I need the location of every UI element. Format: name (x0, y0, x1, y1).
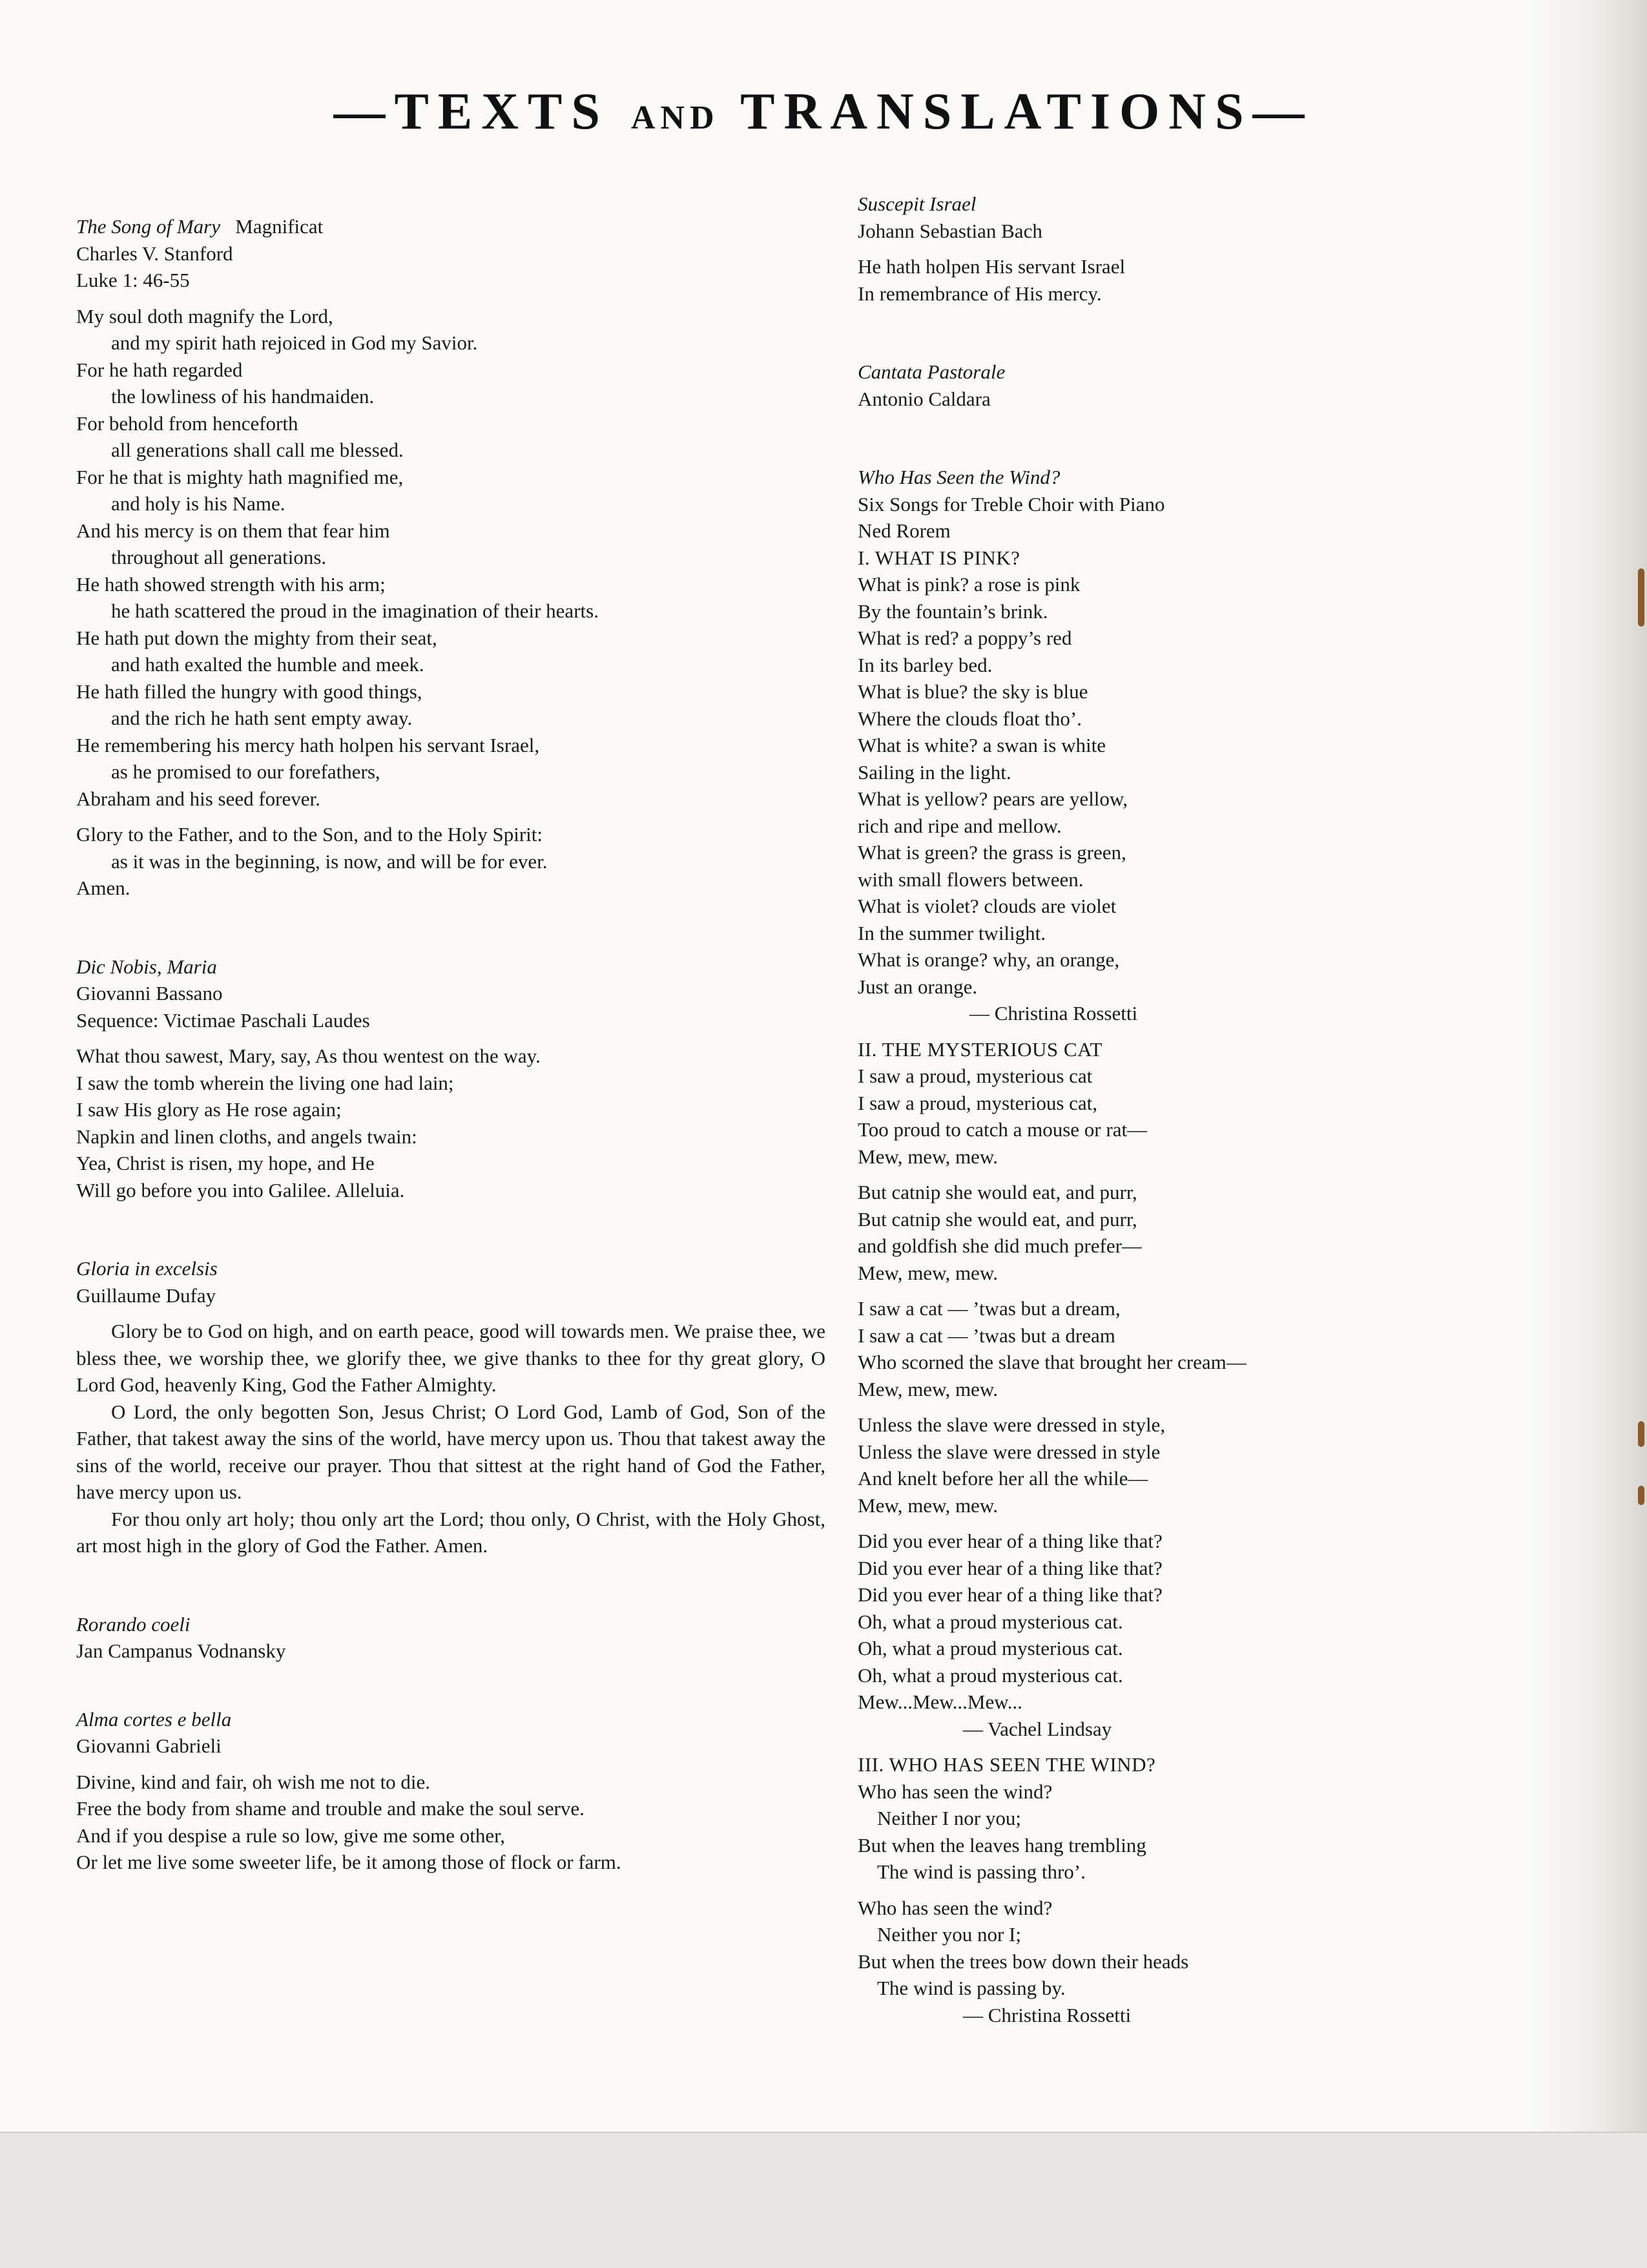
title-left: —TEXTS (333, 83, 609, 140)
text-line: Neither you nor I; (877, 1923, 1021, 1946)
piece-title: Suscepit Israel (858, 192, 977, 215)
title-right: TRANSLATIONS— (740, 83, 1314, 140)
text-line: He remembering his mercy hath holpen his servant Israel, (76, 733, 540, 756)
text-paragraph: For thou only art holy; thou only art the Lord; thou only, O Christ, with the Holy Ghost, art most high in the glory of God the Father. Amen. (76, 1507, 825, 1557)
right-column (858, 191, 1504, 2028)
text-line: rich and ripe and mellow. (858, 814, 1062, 837)
text-line: Unless the slave were dressed in style, (858, 1413, 1166, 1436)
scan-bottom-band (0, 2132, 1647, 2268)
text-line: But when the trees bow down their heads (858, 1950, 1189, 1973)
text-line: Oh, what a proud mysterious cat. (858, 1637, 1123, 1659)
composer: Jan Campanus Vodnansky (76, 1639, 286, 1662)
sequence: Sequence: Victimae Paschali Laudes (76, 1008, 370, 1032)
text-line: He hath filled the hungry with good things, (76, 680, 422, 703)
text-line: Oh, what a proud mysterious cat. (858, 1610, 1123, 1633)
text-line: And his mercy is on them that fear him (76, 519, 390, 542)
text-line: Unless the slave were dressed in style (858, 1440, 1161, 1463)
text-line: What is blue? the sky is blue (858, 680, 1088, 703)
text-line: The wind is passing thro’. (877, 1860, 1086, 1883)
composer: Giovanni Bassano (76, 982, 223, 1004)
text-line: as it was in the beginning, is now, and will be for ever. (111, 849, 548, 873)
song-heading: I. WHAT IS PINK? (858, 546, 1020, 569)
scan-edge-mark (1638, 1486, 1644, 1505)
text-line: Will go before you into Galilee. Alleluia. (76, 1178, 405, 1202)
text-line: Divine, kind and fair, oh wish me not to die. (76, 1770, 431, 1793)
text-line: And if you despise a rule so low, give me some other, (76, 1824, 505, 1847)
text-line: I saw a cat — ’twas but a dream, (858, 1297, 1121, 1320)
piece-title: Alma cortes e bella (76, 1707, 232, 1731)
text-line: Who has seen the wind? (858, 1896, 1053, 1919)
text-line: Yea, Christ is risen, my hope, and He (76, 1152, 375, 1174)
page-title (0, 83, 1647, 141)
text-line: He hath holpen His servant Israel (858, 255, 1126, 278)
text-line: Did you ever hear of a thing like that? (858, 1530, 1163, 1552)
text-line: What is white? a swan is white (858, 734, 1106, 756)
scan-edge-mark (1638, 1421, 1644, 1447)
text-line: Neither I nor you; (877, 1807, 1021, 1829)
song-heading: II. THE MYSTERIOUS CAT (858, 1037, 1103, 1061)
text-line: Where the clouds float tho’. (858, 707, 1082, 730)
text-line: he hath scattered the proud in the imagination of their hearts. (111, 599, 599, 622)
text-line: Amen. (76, 877, 130, 899)
text-line: For he hath regarded (76, 358, 243, 381)
piece-subtitle: Six Songs for Treble Choir with Piano (858, 492, 1165, 515)
text-line: What thou sawest, Mary, say, As thou wentest on the way. (76, 1045, 541, 1067)
text-line: I saw a proud, mysterious cat (858, 1065, 1093, 1087)
composer: Ned Rorem (858, 519, 951, 542)
piece-subtitle: Magnificat (235, 215, 324, 238)
song-heading: III. WHO HAS SEEN THE WIND? (858, 1753, 1156, 1776)
text-line: In its barley bed. (858, 653, 993, 676)
text-line: And knelt before her all the while— (858, 1467, 1148, 1490)
text-line: But when the leaves hang trembling (858, 1833, 1146, 1857)
piece-title: The Song of Mary (76, 215, 221, 238)
title-and: AND (630, 99, 720, 136)
text-line: What is red? a poppy’s red (858, 627, 1072, 649)
text-line: Mew, mew, mew. (858, 1145, 998, 1168)
text-line: Did you ever hear of a thing like that? (858, 1583, 1163, 1606)
text-line: all generations shall call me blessed. (111, 439, 404, 461)
text-line: the lowliness of his handmaiden. (111, 385, 375, 408)
text-line: Or let me live some sweeter life, be it among those of flock or farm. (76, 1851, 621, 1873)
text-line: He hath put down the mighty from their seat, (76, 626, 437, 649)
text-line: throughout all generations. (111, 546, 327, 568)
text-line: I saw the tomb wherein the living one had lain; (76, 1071, 454, 1094)
text-line: Just an orange. (858, 975, 978, 998)
text-line: and my spirit hath rejoiced in God my Savior. (111, 331, 478, 354)
text-line: In remembrance of His mercy. (858, 282, 1102, 305)
text-line: By the fountain’s brink. (858, 599, 1048, 623)
text-line: He hath showed strength with his arm; (76, 572, 386, 596)
text-line: Who scorned the slave that brought her cream— (858, 1351, 1247, 1373)
attribution: — Christina Rossetti (963, 2003, 1132, 2026)
text-line: Too proud to catch a mouse or rat— (858, 1118, 1148, 1141)
composer: Guillaume Dufay (76, 1284, 216, 1307)
text-line: with small flowers between. (858, 868, 1084, 891)
text-line: Who has seen the wind? (858, 1780, 1053, 1803)
text-line: For behold from henceforth (76, 411, 298, 435)
text-line: and hath exalted the humble and meek. (111, 653, 424, 676)
text-line: as he promised to our forefathers, (111, 760, 380, 783)
text-line: and the rich he hath sent empty away. (111, 707, 413, 729)
text-line: and holy is his Name. (111, 492, 285, 515)
text-line: What is green? the grass is green, (858, 841, 1126, 864)
text-line: What is orange? why, an orange, (858, 948, 1120, 971)
text-line: Glory to the Father, and to the Son, and to the Holy Spirit: (76, 823, 543, 846)
piece-title: Who Has Seen the Wind? (858, 466, 1061, 488)
text-line: Oh, what a proud mysterious cat. (858, 1663, 1123, 1687)
scan-edge-mark (1638, 568, 1644, 627)
left-column (76, 213, 825, 1876)
scripture-source: Luke 1: 46-55 (76, 269, 190, 291)
text-line: My soul doth magnify the Lord, (76, 304, 333, 328)
piece-title: Rorando coeli (76, 1612, 191, 1636)
text-line: Sailing in the light. (858, 760, 1011, 784)
attribution: — Christina Rossetti (969, 1002, 1138, 1025)
text-line: and goldfish she did much prefer— (858, 1234, 1142, 1257)
text-line: What is pink? a rose is pink (858, 573, 1081, 596)
text-line: Did you ever hear of a thing like that? (858, 1556, 1163, 1579)
text-line: Mew, mew, mew. (858, 1261, 998, 1284)
text-line: I saw a cat — ’twas but a dream (858, 1324, 1115, 1347)
text-line: Napkin and linen cloths, and angels twain: (76, 1125, 417, 1148)
piece-title: Gloria in excelsis (76, 1257, 218, 1280)
text-line: What is yellow? pears are yellow, (858, 787, 1128, 810)
piece-title: Dic Nobis, Maria (76, 955, 217, 978)
text-line: Mew, mew, mew. (858, 1493, 998, 1517)
text-line: The wind is passing by. (877, 1977, 1066, 1999)
text-line: But catnip she would eat, and purr, (858, 1181, 1137, 1203)
text-line: Mew...Mew...Mew... (858, 1691, 1022, 1713)
text-line: For he that is mighty hath magnified me, (76, 465, 404, 488)
attribution: — Vachel Lindsay (963, 1717, 1112, 1740)
composer: Antonio Caldara (858, 387, 991, 410)
text-line: I saw a proud, mysterious cat, (858, 1091, 1098, 1114)
composer: Johann Sebastian Bach (858, 219, 1042, 242)
magnificat-heading (76, 213, 825, 240)
text-line: What is violet? clouds are violet (858, 895, 1117, 917)
text-line: Free the body from shame and trouble and make the soul serve. (76, 1797, 585, 1820)
text-line: I saw His glory as He rose again; (76, 1098, 342, 1121)
composer: Charles V. Stanford (76, 242, 233, 265)
text-paragraph: Glory be to God on high, and on earth peace, good will towards men. We praise thee, we bless thee, we worship thee, we glorify thee, we give thanks to thee for thy great glory, O Lord God, heavenly King, God the Father Almighty. (76, 1320, 825, 1396)
text-line: But catnip she would eat, and purr, (858, 1207, 1137, 1231)
text-line: In the summer twilight. (858, 921, 1046, 944)
text-line: Mew, mew, mew. (858, 1377, 998, 1400)
text-paragraph: O Lord, the only begotten Son, Jesus Christ; O Lord God, Lamb of God, Son of the Father, that takest away the sins of the world, have mercy upon us. Thou that takest away the sins of the world, receive our prayer. Thou that sittest at the right hand of God the Father, have mercy upon us. (76, 1400, 825, 1503)
text-line: Abraham and his seed forever. (76, 787, 320, 810)
piece-title: Cantata Pastorale (858, 360, 1006, 383)
composer: Giovanni Gabrieli (76, 1734, 222, 1757)
